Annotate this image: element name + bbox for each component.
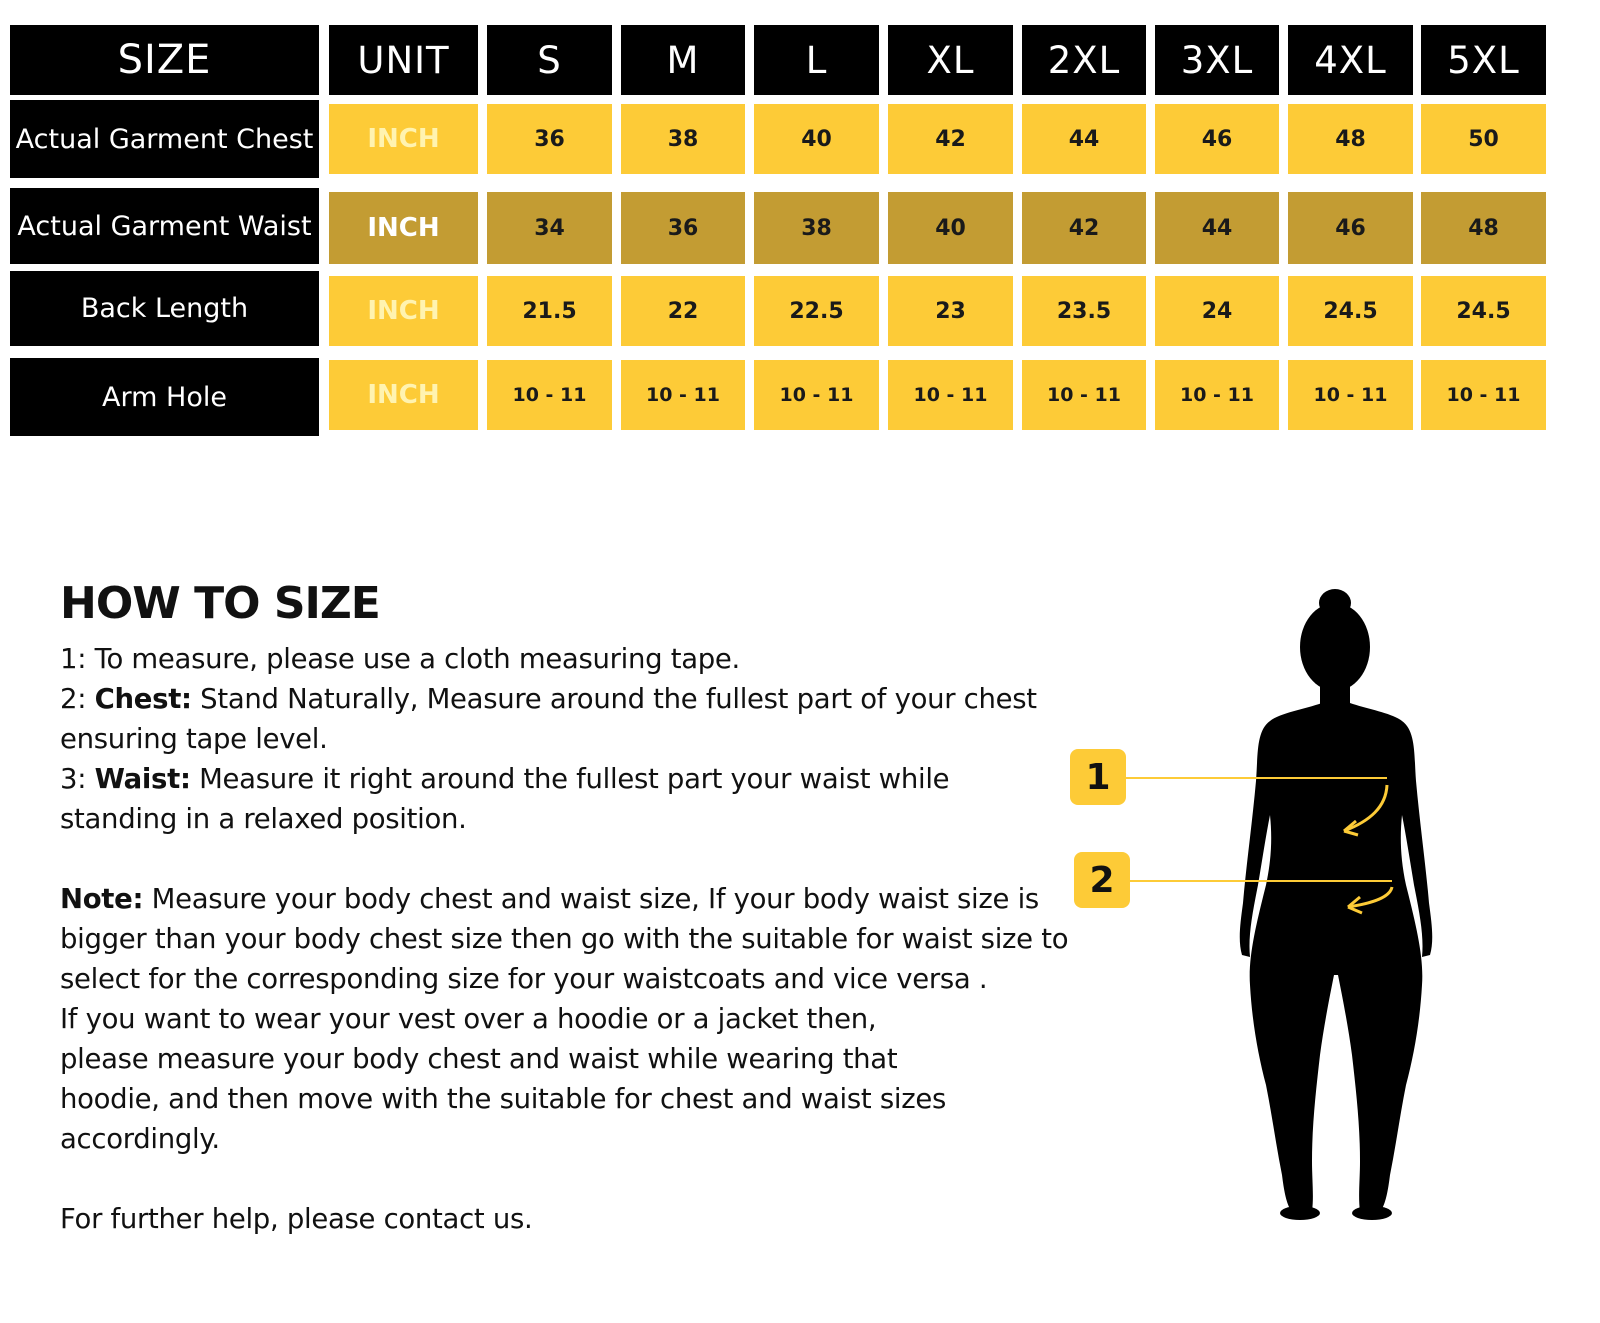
step-1-number: 1: <box>60 643 87 675</box>
step-3 <box>60 759 1000 839</box>
back-length-value-xl: 23 <box>888 276 1013 346</box>
waist-value-4xl: 46 <box>1288 192 1413 264</box>
size-header: SIZE <box>10 25 319 95</box>
row-label-chest: Actual Garment Chest <box>10 100 319 178</box>
step-2-text: Stand Naturally, Measure around the fullest part of your chest ensuring tape level. <box>60 683 1037 755</box>
note-text: Measure your body chest and waist size, If your body waist size is bigger than your body chest size then go with the suitable for waist size to select for the corresponding size for your waistcoats and vice versa . <box>60 883 1069 995</box>
waist-value-xl: 40 <box>888 192 1013 264</box>
arm-hole-value-l: 10 - 11 <box>754 360 879 430</box>
arm-hole-value-s: 10 - 11 <box>487 360 612 430</box>
waist-value-m: 36 <box>621 192 745 264</box>
size-col-header-5xl: 5XL <box>1421 25 1546 95</box>
step-1-text: To measure, please use a cloth measuring tape. <box>86 643 740 675</box>
chest-value-l: 40 <box>754 104 879 174</box>
chest-value-s: 36 <box>487 104 612 174</box>
size-col-header-s: S <box>487 25 612 95</box>
arm-hole-value-4xl: 10 - 11 <box>1288 360 1413 430</box>
spacer <box>60 839 1070 879</box>
size-col-header-2xl: 2XL <box>1022 25 1146 95</box>
size-col-header-3xl: 3XL <box>1155 25 1279 95</box>
row-label-arm-hole: Arm Hole <box>10 358 319 436</box>
back-length-value-s: 21.5 <box>487 276 612 346</box>
step-3-number: 3: <box>60 763 95 795</box>
size-col-header-m: M <box>621 25 745 95</box>
unit-header: UNIT <box>329 25 478 95</box>
step-3-text: Measure it right around the fullest part your waist while standing in a relaxed position. <box>60 763 950 835</box>
waist-value-l: 38 <box>754 192 879 264</box>
contact-text: For further help, please contact us. <box>60 1203 533 1235</box>
measurement-figure <box>1080 585 1500 1245</box>
back-length-value-2xl: 23.5 <box>1022 276 1146 346</box>
chest-value-m: 38 <box>621 104 745 174</box>
step-2-number: 2: <box>60 683 95 715</box>
row-label-back-length: Back Length <box>10 271 319 346</box>
size-col-header-l: L <box>754 25 879 95</box>
back-length-value-l: 22.5 <box>754 276 879 346</box>
how-to-size-section <box>60 578 1070 1239</box>
arm-hole-value-3xl: 10 - 11 <box>1155 360 1279 430</box>
size-chart-table <box>0 0 1600 460</box>
back-length-value-3xl: 24 <box>1155 276 1279 346</box>
female-body-silhouette-icon <box>1080 585 1500 1245</box>
arm-hole-value-5xl: 10 - 11 <box>1421 360 1546 430</box>
chest-badge: 1 <box>1070 749 1126 805</box>
spacer <box>60 1159 1070 1199</box>
note-paragraph <box>60 879 1070 999</box>
row-unit-chest: INCH <box>329 104 478 174</box>
waist-value-s: 34 <box>487 192 612 264</box>
how-to-size-title: HOW TO SIZE <box>60 578 380 629</box>
size-col-header-4xl: 4XL <box>1288 25 1413 95</box>
step-2 <box>60 679 1070 759</box>
step-1 <box>60 639 1070 679</box>
step-2-label: Chest: <box>94 683 192 715</box>
waist-value-2xl: 42 <box>1022 192 1146 264</box>
back-length-value-5xl: 24.5 <box>1421 276 1546 346</box>
chest-value-3xl: 46 <box>1155 104 1279 174</box>
hoodie-paragraph: If you want to wear your vest over a hoodie or a jacket then, please measure your body chest and waist while wearing that hoodie, and then move with the suitable for chest and waist sizes accordingly. <box>60 1003 946 1155</box>
row-label-waist: Actual Garment Waist <box>10 188 319 264</box>
row-unit-back-length: INCH <box>329 276 478 346</box>
waist-badge: 2 <box>1074 852 1130 908</box>
chest-value-4xl: 48 <box>1288 104 1413 174</box>
waist-value-3xl: 44 <box>1155 192 1279 264</box>
arm-hole-value-m: 10 - 11 <box>621 360 745 430</box>
note-label: Note: <box>60 883 144 915</box>
size-col-header-xl: XL <box>888 25 1013 95</box>
step-3-label: Waist: <box>94 763 191 795</box>
back-length-value-m: 22 <box>621 276 745 346</box>
chest-value-xl: 42 <box>888 104 1013 174</box>
back-length-value-4xl: 24.5 <box>1288 276 1413 346</box>
arm-hole-value-2xl: 10 - 11 <box>1022 360 1146 430</box>
row-unit-waist: INCH <box>329 192 478 264</box>
row-unit-arm-hole: INCH <box>329 360 478 430</box>
chest-value-5xl: 50 <box>1421 104 1546 174</box>
waist-value-5xl: 48 <box>1421 192 1546 264</box>
chest-value-2xl: 44 <box>1022 104 1146 174</box>
arm-hole-value-xl: 10 - 11 <box>888 360 1013 430</box>
